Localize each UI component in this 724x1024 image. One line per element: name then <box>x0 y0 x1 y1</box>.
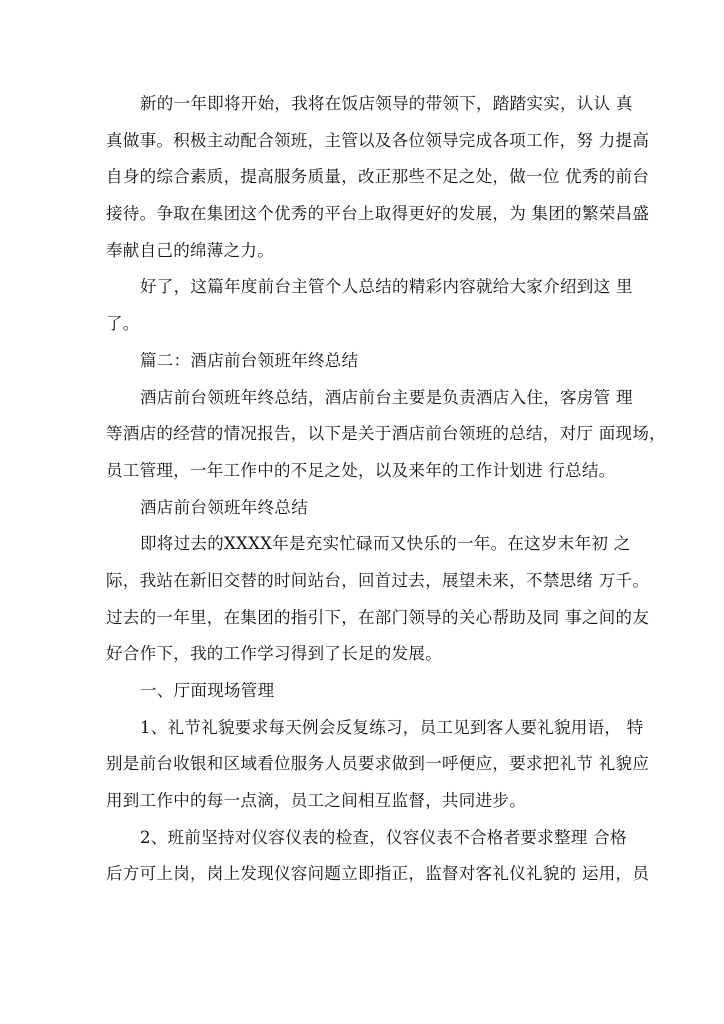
section-heading-floor-management <box>106 673 632 710</box>
text-line: 1、礼节礼貌要求每天例会反复练习，员工见到客人要礼貌用语， 特 <box>140 717 644 737</box>
subtitle <box>106 490 632 527</box>
text-line: 了。 <box>106 314 140 334</box>
document-body <box>106 86 666 893</box>
text-line: 等酒店的经营的情况报告，以下是关于酒店前台领班的总结，对厅 面现场， <box>106 424 666 444</box>
text-line: 员工管理，一年工作中的不足之处，以及来年的工作计划进 行总结。 <box>106 460 616 480</box>
paragraph-year-review <box>106 526 650 673</box>
text-line: 用到工作中的每一点滴，员工之间相互监督，共同进步。 <box>106 791 526 811</box>
text-line: 奉献自己的绵薄之力。 <box>106 240 274 260</box>
text-line: 酒店前台领班年终总结，酒店前台主要是负责酒店入住，客房管 理 <box>140 387 633 407</box>
text-line: 接待。争取在集团这个优秀的平台上取得更好的发展，为 集团的繁荣昌盛 <box>106 204 650 224</box>
text-line: 后方可上岗，岗上发现仪容问题立即指正，监督对客礼仪礼貌的 运用，员 <box>106 864 650 884</box>
text-line: 新的一年即将开始，我将在饭店领导的带领下，踏踏实实，认认 真 <box>140 94 633 113</box>
text-line: 过去的一年里，在集团的指引下，在部门领导的关心帮助及同 事之间的友 <box>106 607 650 627</box>
text-line: 好合作下，我的工作学习得到了长足的发展。 <box>106 644 442 664</box>
heading-text: 篇二：酒店前台领班年终总结 <box>140 350 359 370</box>
paragraph-closing <box>106 269 632 342</box>
text-line: 即将过去的XXXX年是充实忙碌而又快乐的一年。在这岁末年初 之 <box>140 534 631 554</box>
text-line: 自身的综合素质，提高服务质量，改正那些不足之处，做一位 优秀的前台 <box>106 167 650 187</box>
text-line: 真做事。积极主动配合领班，主管以及各位领导完成各项工作，努 力提高 <box>106 130 650 150</box>
paragraph-new-year <box>106 86 650 269</box>
heading-text: 一、厅面现场管理 <box>140 681 275 700</box>
text-line: 2、班前坚持对仪容仪表的检查，仪容仪表不合格者要求整理 合格 <box>140 827 627 847</box>
paragraph-item-1 <box>106 710 650 820</box>
section-heading <box>106 343 632 380</box>
text-line: 别是前台收银和区域看位服务人员要求做到一呼便应，要求把礼节 礼貌应 <box>106 754 650 774</box>
text-line: 际，我站在新旧交替的时间站台，回首过去，展望未来，不禁思绪 万千。 <box>106 570 650 590</box>
paragraph-intro <box>106 380 666 490</box>
subtitle-text: 酒店前台领班年终总结 <box>140 497 308 517</box>
paragraph-item-2 <box>106 820 650 893</box>
text-line: 好了，这篇年度前台主管个人总结的精彩内容就给大家介绍到这 里 <box>140 277 633 297</box>
